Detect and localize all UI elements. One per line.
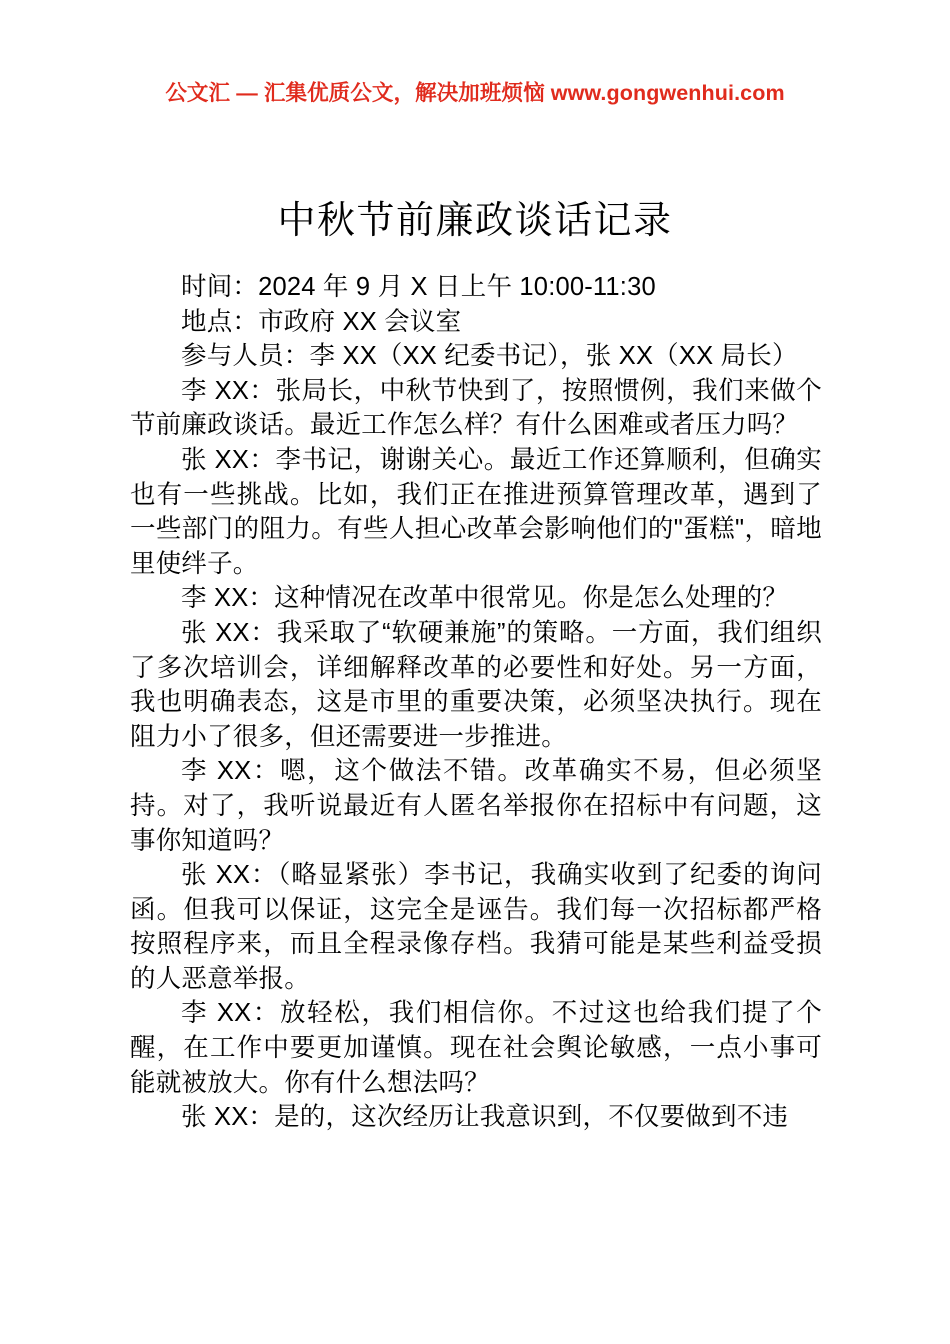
dialogue-paragraph: 李 XX：张局长，中秋节快到了，按照惯例，我们来做个节前廉政谈话。最近工作怎么样？有什么困难或者压力吗？ — [130, 376, 822, 440]
meta-place-line: 地点：市政府 XX 会议室 — [181, 307, 462, 336]
dialogue-paragraph: 张 XX：是的，这次经历让我意识到，不仅要做到不违 — [181, 1103, 789, 1132]
dialogue-paragraph: 李 XX：嗯，这个做法不错。改革确实不易，但必须坚持。对了，我听说最近有人匿名举报你在招标中有问题，这事你知道吗？ — [130, 757, 822, 855]
document-title: 中秋节前廉政谈话记录 — [277, 200, 673, 243]
document-body — [130, 270, 822, 1135]
dialogue-paragraph: 张 XX：（略显紧张）李书记，我确实收到了纪委的询问函。但我可以保证，这完全是诬告。我们每一次招标都严格按照程序来，而且全程录像存档。我猜可能是某些利益受损的人恶意举报。 — [130, 861, 822, 993]
dialogue-paragraph: 张 XX：李书记，谢谢关心。最近工作还算顺利，但确实也有一些挑战。比如，我们正在推进预算管理改革，遇到了一些部门的阻力。有些人担心改革会影响他们的"蛋糕"，暗地里使绊子。 — [130, 445, 822, 578]
dialogue-paragraph: 张 XX：我采取了“软硬兼施”的策略。一方面，我们组织了多次培训会，详细解释改革的必要性和好处。另一方面，我也明确表态，这是市里的重要决策，必须坚决执行。现在阻力小了很多，但还需要进一步推进。 — [130, 618, 822, 751]
dialogue-paragraph: 李 XX：放轻松，我们相信你。不过这也给我们提了个醒，在工作中要更加谨慎。现在社会舆论敏感，一点小事可能就被放大。你有什么想法吗？ — [130, 999, 822, 1097]
meta-participants-line: 参与人员：李 XX（XX 纪委书记），张 XX（XX 局长） — [181, 342, 798, 371]
meta-time-line: 时间：2024 年 9 月 X 日上午 10:00-11:30 — [181, 273, 656, 301]
dialogue-paragraph: 李 XX：这种情况在改革中很常见。你是怎么处理的？ — [181, 584, 789, 613]
site-watermark-header: 公文汇 — 汇集优质公文，解决加班烦恼 www.gongwenhui.com — [165, 81, 785, 105]
